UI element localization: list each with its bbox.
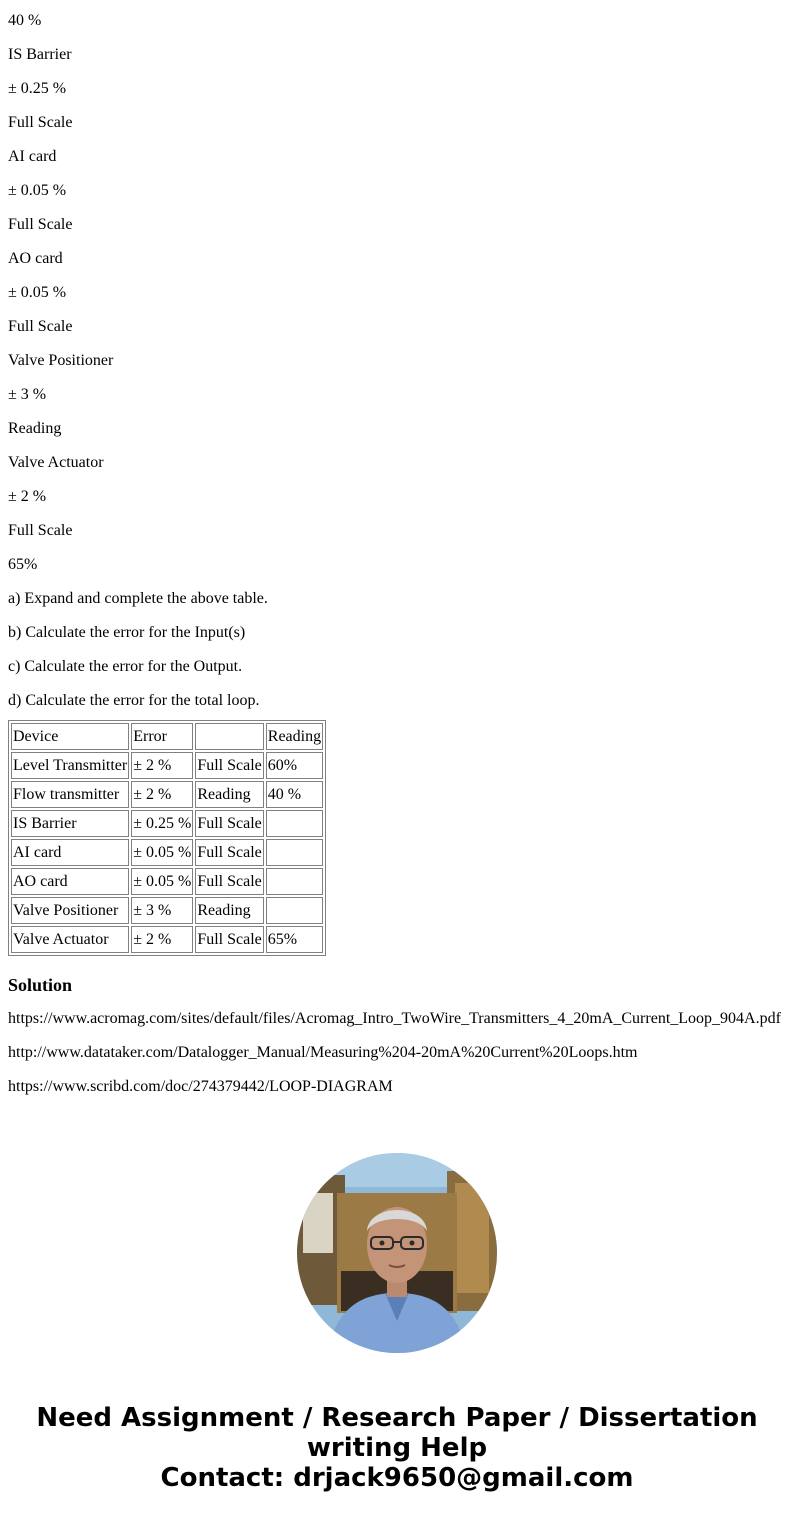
table-row (11, 868, 323, 895)
document-body (8, 12, 794, 1112)
solution-heading: Solution (8, 975, 73, 995)
cell-device: Valve Actuator (11, 926, 129, 953)
cell-basis: Full Scale (195, 839, 263, 866)
text-line: ± 0.05 % (8, 182, 67, 199)
cell-error: ± 2 % (131, 781, 193, 808)
text-line: Valve Actuator (8, 454, 104, 471)
table-row (11, 781, 323, 808)
question-b: b) Calculate the error for the Input(s) (8, 624, 246, 641)
solution-links (8, 1010, 794, 1096)
text-line: AI card (8, 148, 57, 165)
cell-basis: Full Scale (195, 752, 263, 779)
text-line: 65% (8, 556, 38, 573)
text-line: ± 0.05 % (8, 284, 67, 301)
text-line: Reading (8, 420, 62, 437)
cell-reading: 40 % (266, 781, 323, 808)
cell-device: Level Transmitter (11, 752, 129, 779)
text-line: ± 3 % (8, 386, 47, 403)
cell-device: AI card (11, 839, 129, 866)
cell-error: ± 0.05 % (131, 839, 193, 866)
text-line: Full Scale (8, 522, 73, 539)
text-line: Full Scale (8, 318, 73, 335)
avatar-photo-icon (297, 1153, 497, 1353)
footer-line-2: writing Help (306, 1433, 488, 1463)
header-basis (195, 723, 263, 750)
cell-reading (266, 810, 323, 837)
table-header-row (11, 723, 323, 750)
reference-link-datataker[interactable]: http://www.datataker.com/Datalogger_Manual/Measuring%204-20mA%20Current%20Loops.htm (8, 1044, 638, 1061)
cell-device: Flow transmitter (11, 781, 129, 808)
cell-error: ± 2 % (131, 926, 193, 953)
text-line: ± 2 % (8, 488, 47, 505)
cell-device: AO card (11, 868, 129, 895)
header-error: Error (131, 723, 193, 750)
header-reading: Reading (266, 723, 323, 750)
table-row (11, 752, 323, 779)
question-c: c) Calculate the error for the Output. (8, 658, 243, 675)
table-row (11, 926, 323, 953)
text-line: AO card (8, 250, 63, 267)
table-row (11, 897, 323, 924)
question-d: d) Calculate the error for the total loop. (8, 692, 260, 709)
cell-basis: Reading (195, 781, 263, 808)
cell-reading: 65% (266, 926, 323, 953)
avatar (297, 1153, 497, 1353)
cell-basis: Full Scale (195, 926, 263, 953)
cell-reading (266, 897, 323, 924)
footer-banner (0, 1403, 794, 1493)
text-line: Full Scale (8, 114, 73, 131)
header-device: Device (11, 723, 129, 750)
cell-reading (266, 868, 323, 895)
footer-line-1: Need Assignment / Research Paper / Dissertation (36, 1403, 758, 1433)
text-line: 40 % (8, 12, 42, 29)
table-row (11, 839, 323, 866)
cell-error: ± 2 % (131, 752, 193, 779)
cell-basis: Full Scale (195, 868, 263, 895)
reference-link-acromag[interactable]: https://www.acromag.com/sites/default/files/Acromag_Intro_TwoWire_Transmitters_4_20mA_Current_Loop_904A.pdf (8, 1010, 781, 1027)
cell-error: ± 0.05 % (131, 868, 193, 895)
cell-error: ± 0.25 % (131, 810, 193, 837)
cell-device: IS Barrier (11, 810, 129, 837)
cell-error: ± 3 % (131, 897, 193, 924)
text-line: IS Barrier (8, 46, 72, 63)
text-lines (8, 12, 794, 574)
text-line: Full Scale (8, 216, 73, 233)
device-error-table (8, 720, 326, 956)
cell-device: Valve Positioner (11, 897, 129, 924)
cell-basis: Full Scale (195, 810, 263, 837)
footer-contact: Contact: drjack9650@gmail.com (160, 1463, 634, 1493)
questions (8, 590, 794, 710)
table-row (11, 810, 323, 837)
question-a: a) Expand and complete the above table. (8, 590, 268, 607)
cell-reading (266, 839, 323, 866)
text-line: ± 0.25 % (8, 80, 67, 97)
reference-link-scribd[interactable]: https://www.scribd.com/doc/274379442/LOOP-DIAGRAM (8, 1078, 393, 1095)
cell-basis: Reading (195, 897, 263, 924)
cell-reading: 60% (266, 752, 323, 779)
text-line: Valve Positioner (8, 352, 114, 369)
